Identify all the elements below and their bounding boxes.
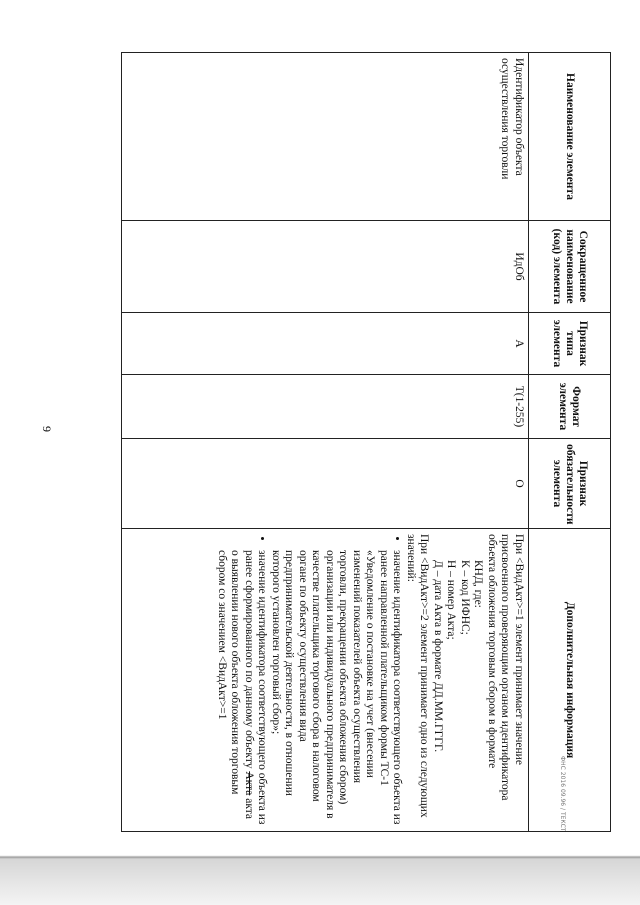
info-paragraph: При <ВидАкт>=1 элемент принимает значение присвоенного проверяющим органом идентификатора объекта обложения торговым сбором в формате bbox=[486, 534, 525, 801]
cell-element-required: О bbox=[122, 439, 529, 529]
scan-edge bbox=[0, 847, 640, 905]
header-element-name: Наименование элемента bbox=[529, 53, 611, 221]
cell-element-name: Идентификатор объекта осуществления торговли bbox=[122, 53, 529, 221]
header-element-code: Сокращенное наименование (код) элемента bbox=[529, 221, 611, 313]
info-paragraph: КНД, где: bbox=[472, 560, 485, 608]
info-paragraph: Д – дата Акта в формате ДД.ММ.ГГГГ. bbox=[432, 560, 444, 753]
struck-word: Акта bbox=[243, 771, 255, 796]
cell-additional-info bbox=[122, 529, 529, 832]
info-bullet: • значение идентификатора соответствующего объекта из ранее направленной плательщиком формы ТС-1 «Уведомление о постановке на учет (внесении изменений показателей объекта осуществления торговли, прекращении объекта обложения сбором) организации или индивидуального предпринимателя в качестве плательщика торгового сбора в налоговом органе по объекту осуществления вида предпринимательской деятельности, в отношении которого установлен торговый сбор»; bbox=[269, 550, 404, 826]
info-bullet-text: акта о выявлении нового объекта обложения торговым сбором со значением <ВидАкт>=1 bbox=[216, 550, 255, 820]
page-number: 9 bbox=[40, 426, 54, 432]
info-bullet bbox=[215, 550, 269, 826]
table-header-row bbox=[529, 53, 611, 832]
rotated-table-wrapper bbox=[121, 52, 611, 832]
header-element-required: Признак обязательности элемента bbox=[529, 439, 611, 529]
header-additional-info: Дополнительная информация bbox=[529, 529, 611, 832]
scan-stamp: ФНС 2016 09.96 / ТЕКСТ bbox=[559, 756, 566, 832]
cell-element-type: А bbox=[122, 313, 529, 375]
cell-element-format: T(1-255) bbox=[122, 375, 529, 439]
elements-table bbox=[121, 52, 611, 832]
table-row bbox=[122, 53, 529, 832]
info-paragraph: К – код ИФНС; bbox=[459, 560, 471, 635]
header-element-type: Признак типа элемента bbox=[529, 313, 611, 375]
info-paragraph: Н – номер Акта; bbox=[445, 560, 458, 640]
info-bullet-list bbox=[215, 534, 404, 826]
info-bullet-text: значение идентификатора соответствующего объекта из ранее сформированного по данному объекту bbox=[243, 550, 269, 825]
cell-element-code: ИдОб bbox=[122, 221, 529, 313]
header-element-format: Формат элемента bbox=[529, 375, 611, 439]
info-paragraph: При <ВидАкт>=2 элемент принимает одно из следующих значений: bbox=[405, 534, 431, 818]
